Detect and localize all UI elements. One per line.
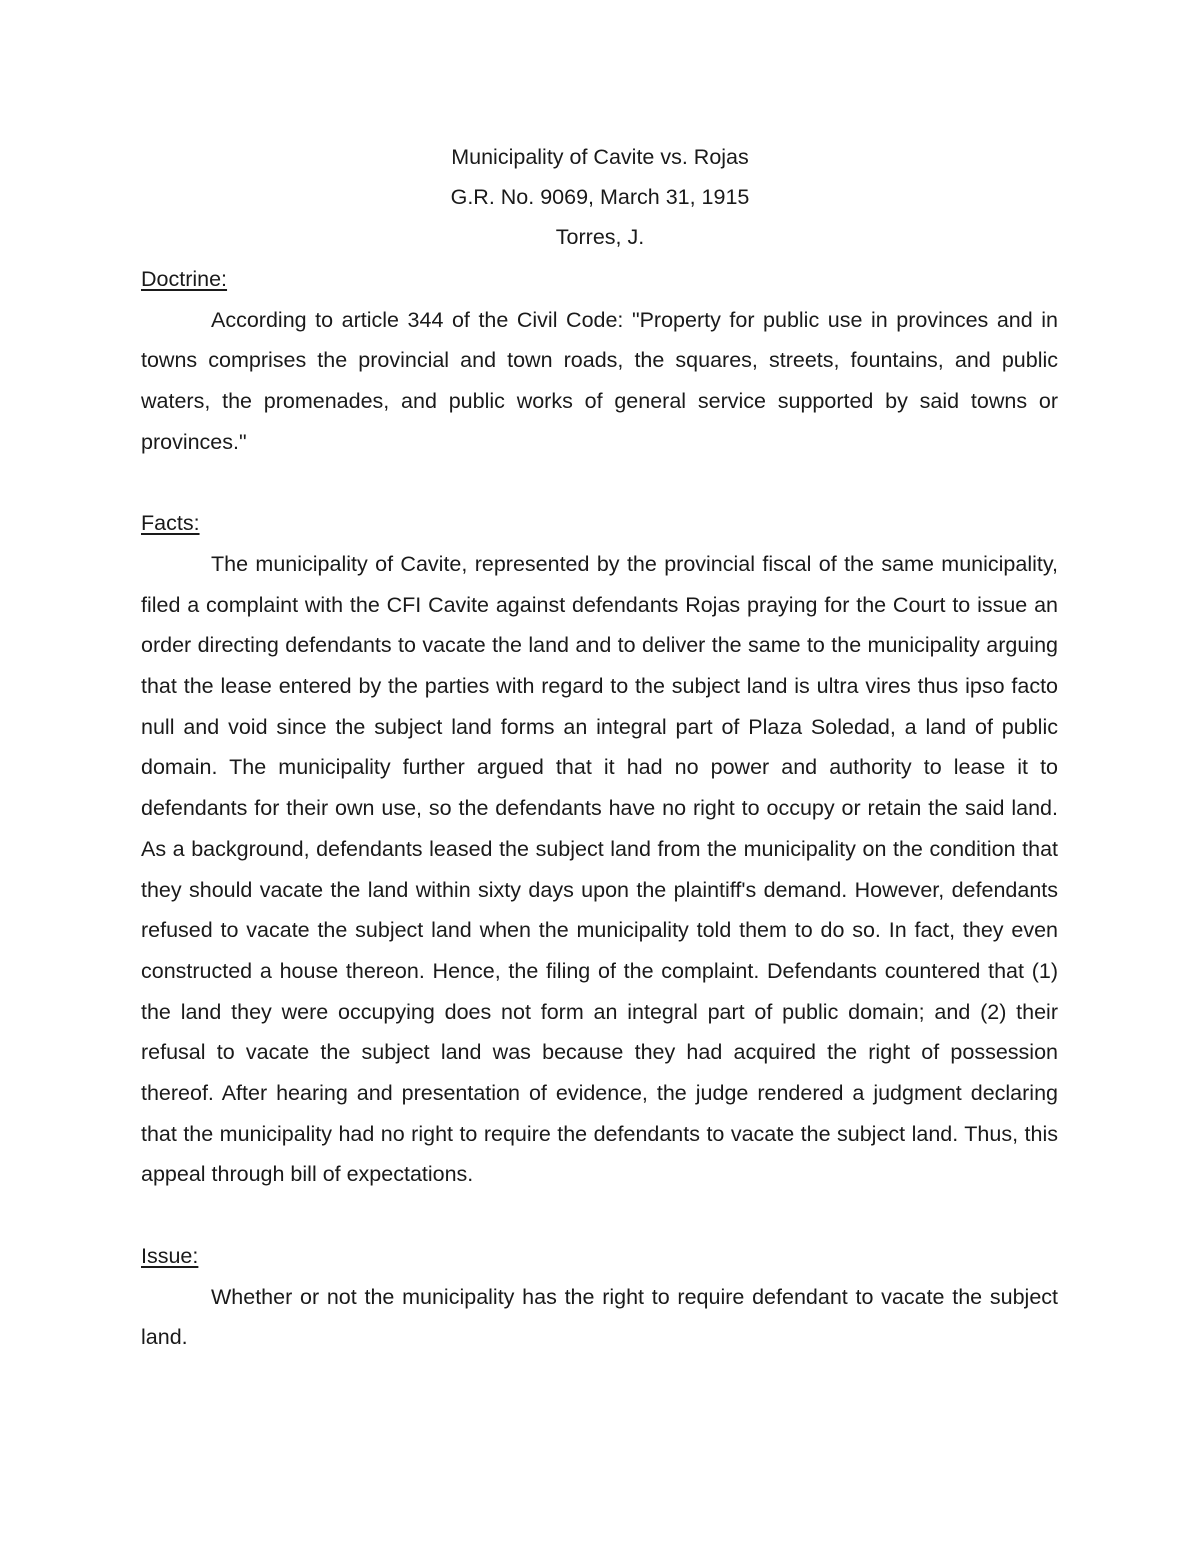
- case-number: G.R. No. 9069, March 31, 1915: [450, 185, 750, 209]
- doctrine-label: Doctrine:: [141, 267, 228, 291]
- facts-section: [141, 503, 1058, 1195]
- case-heading: [0, 137, 1200, 257]
- doctrine-section: [141, 259, 1058, 463]
- case-title: Municipality of Cavite vs. Rojas: [451, 145, 749, 169]
- facts-label: Facts:: [141, 511, 200, 536]
- section-spacer: [141, 1195, 1058, 1236]
- issue-text: Whether or not the municipality has the right to require defendant to vacate the subject land.: [141, 1284, 1058, 1350]
- facts-text: The municipality of Cavite, represented by the provincial fiscal of the same municipality, filed a complaint with the CFI Cavite against defendants Rojas praying for the Court to issue an order directing defendants to vacate the land and to deliver the same to the municipality arguing that the lease entered by the parties with regard to the subject land is ultra vires thus ipso facto null and void since the subject land forms an integral part of Plaza Soledad, a land of public domain. The municipality further argued that it had no power and authority to lease it to defendants for their own use, so the defendants have no right to occupy or retain the said land. As a background, defendants leased the subject land from the municipality on the condition that they should vacate the land within sixty days upon the plaintiff's demand. However, defendants refused to vacate the subject land when the municipality told them to do so. In fact, they even constructed a house thereon. Hence, the filing of the complaint. Defendants countered that (1) the land they were occupying does not form an integral part of public domain; and (2) their refusal to vacate the subject land was because they had acquired the right of possession thereof. After hearing and presentation of evidence, the judge rendered a judgment declaring that the municipality had no right to require the defendants to vacate the subject land. Thus, this appeal through bill of expectations.: [141, 551, 1058, 1187]
- doctrine-text: According to article 344 of the Civil Code: "Property for public use in provinces and in towns comprises the provincial and town roads, the squares, streets, fountains, and public waters, the promenades, and public works of general service supported by said towns or provinces.": [141, 307, 1058, 454]
- issue-label: Issue:: [141, 1243, 199, 1268]
- document-body: [141, 259, 1058, 1358]
- issue-section: [141, 1236, 1058, 1358]
- section-spacer: [141, 463, 1058, 504]
- ponente: Torres, J.: [555, 225, 645, 249]
